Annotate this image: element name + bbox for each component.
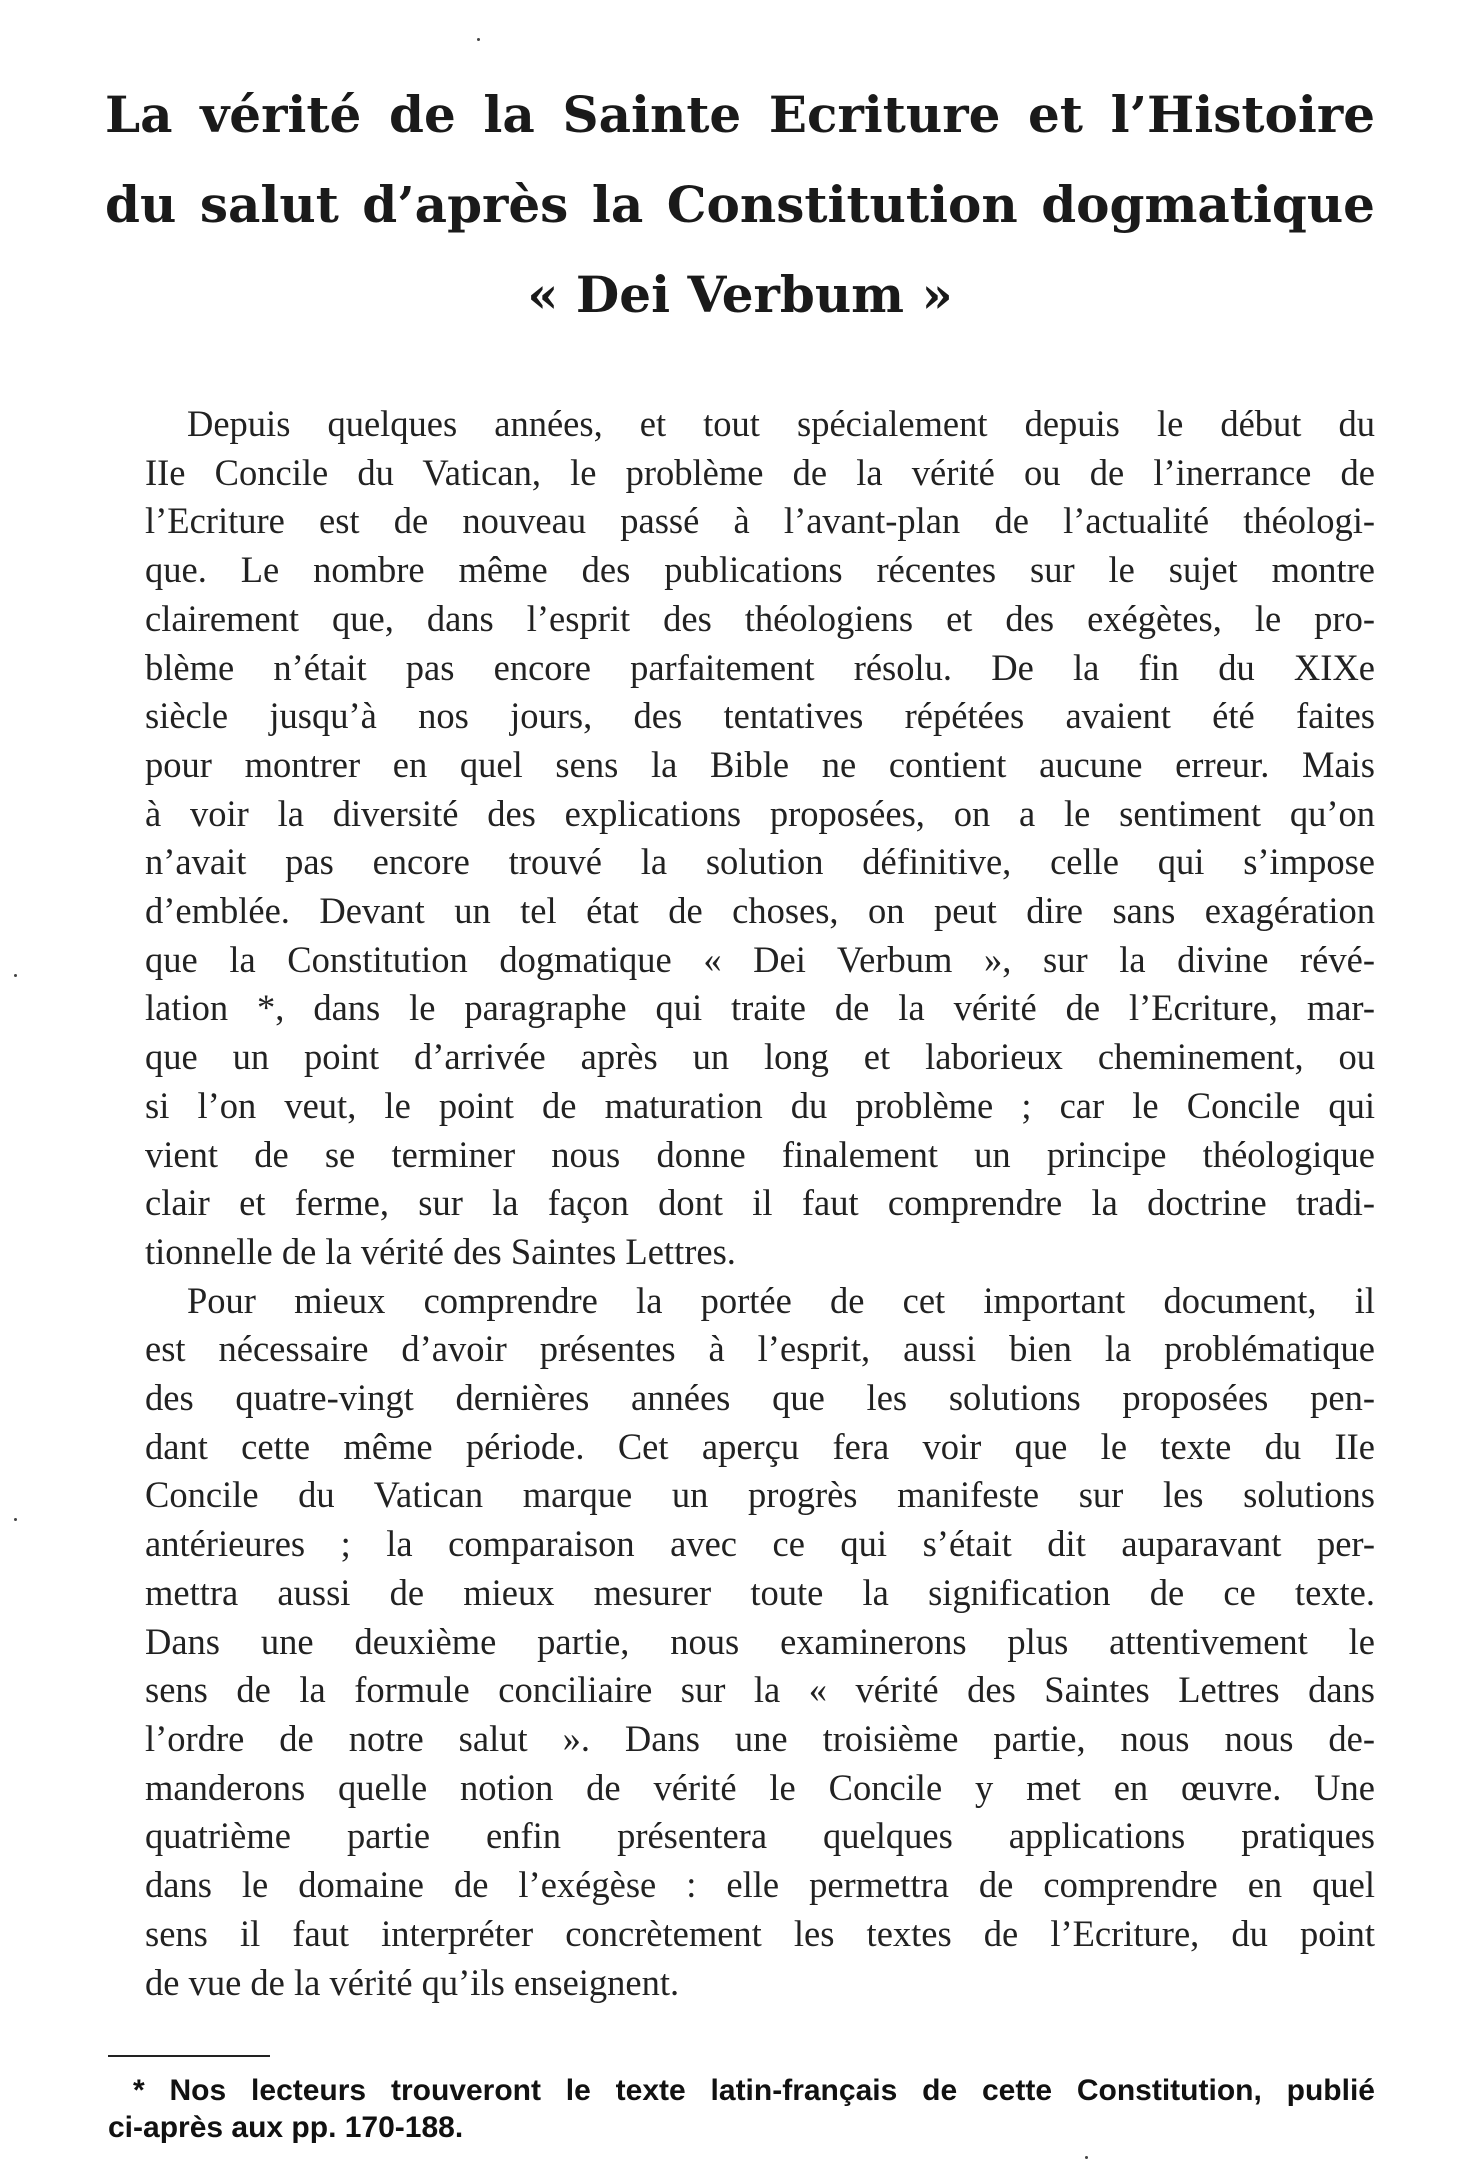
text-line: Depuis quelques années, et tout spécialement depuis le début du (187, 403, 1375, 444)
text-line: que un point d’arrivée après un long et laborieux cheminement, ou (145, 1036, 1375, 1078)
text-line: Pour mieux comprendre la portée de cet important document, il (187, 1279, 1375, 1321)
text-line: vient de se terminer nous donne finalement un principe théologique (145, 1133, 1375, 1175)
text-line: mettra aussi de mieux mesurer toute la signification de ce texte. (145, 1571, 1375, 1613)
text-line: si l’on veut, le point de maturation du problème ; car le Concile qui (145, 1084, 1375, 1126)
title-line: La vérité de la Sainte Ecriture et l’Histoire (105, 85, 1375, 144)
text-line: IIe Concile du Vatican, le problème de la vérité ou de l’inerrance de (145, 451, 1375, 493)
text-line: d’emblée. Devant un tel état de choses, on peut dire sans exagération (145, 890, 1375, 932)
text-line: blème n’était pas encore parfaitement résolu. De la fin du XIXe (145, 646, 1375, 688)
footnote-separator (108, 2055, 270, 2057)
text-line: lation *, dans le paragraphe qui traite de la vérité de l’Ecriture, mar- (145, 987, 1375, 1029)
text-line: dant cette même période. Cet aperçu fera voir que le texte du IIe (145, 1425, 1375, 1467)
title-line: du salut d’après la Constitution dogmatique (105, 175, 1375, 234)
footnote-line: * Nos lecteurs trouveront le texte latin-français de cette Constitution, publié (133, 2074, 1375, 2107)
scan-speck (14, 974, 17, 977)
text-line: quatrième partie enfin présentera quelques applications pratiques (145, 1815, 1375, 1857)
text-line: Concile du Vatican marque un progrès manifeste sur les solutions (145, 1474, 1375, 1516)
text-line: antérieures ; la comparaison avec ce qui s’était dit auparavant per- (145, 1523, 1375, 1565)
body-paragraph (105, 400, 1375, 1277)
article-title (105, 70, 1375, 340)
scan-speck (1085, 2156, 1088, 2159)
text-line: de vue de la vérité qu’ils enseignent. (145, 1961, 680, 2003)
text-line: pour montrer en quel sens la Bible ne contient aucune erreur. Mais (145, 743, 1375, 785)
article-body (105, 400, 1375, 2007)
title-line: « Dei Verbum » (527, 265, 953, 324)
scan-speck (14, 1518, 17, 1521)
text-line: tionnelle de la vérité des Saintes Lettres. (145, 1230, 736, 1272)
footnote-line: ci-après aux pp. 170-188. (108, 2111, 464, 2144)
text-line: que la Constitution dogmatique « Dei Verbum », sur la divine révé- (145, 938, 1375, 980)
text-line: siècle jusqu’à nos jours, des tentatives répétées avaient été faites (145, 695, 1375, 737)
text-line: l’ordre de notre salut ». Dans une troisième partie, nous nous de- (145, 1717, 1375, 1759)
text-line: sens de la formule conciliaire sur la « vérité des Saintes Lettres dans (145, 1669, 1375, 1711)
text-line: n’avait pas encore trouvé la solution définitive, celle qui s’impose (145, 841, 1375, 883)
text-line: l’Ecriture est de nouveau passé à l’avant-plan de l’actualité théologi- (145, 500, 1375, 542)
body-paragraph (105, 1277, 1375, 2008)
text-line: sens il faut interpréter concrètement les textes de l’Ecriture, du point (145, 1912, 1375, 1954)
text-line: dans le domaine de l’exégèse : elle permettra de comprendre en quel (145, 1864, 1375, 1906)
article-page (105, 70, 1375, 2003)
text-line: clairement que, dans l’esprit des théologiens et des exégètes, le pro- (145, 597, 1375, 639)
text-line: Dans une deuxième partie, nous examinerons plus attentivement le (145, 1620, 1375, 1662)
text-line: manderons quelle notion de vérité le Concile y met en œuvre. Une (145, 1766, 1375, 1808)
footnote (108, 2072, 1375, 2146)
text-line: clair et ferme, sur la façon dont il faut comprendre la doctrine tradi- (145, 1182, 1375, 1224)
text-line: à voir la diversité des explications proposées, on a le sentiment qu’on (145, 792, 1375, 834)
scan-speck (477, 38, 480, 41)
text-line: est nécessaire d’avoir présentes à l’esprit, aussi bien la problématique (145, 1328, 1375, 1370)
text-line: des quatre-vingt dernières années que les solutions proposées pen- (145, 1377, 1375, 1419)
text-line: que. Le nombre même des publications récentes sur le sujet montre (145, 549, 1375, 591)
